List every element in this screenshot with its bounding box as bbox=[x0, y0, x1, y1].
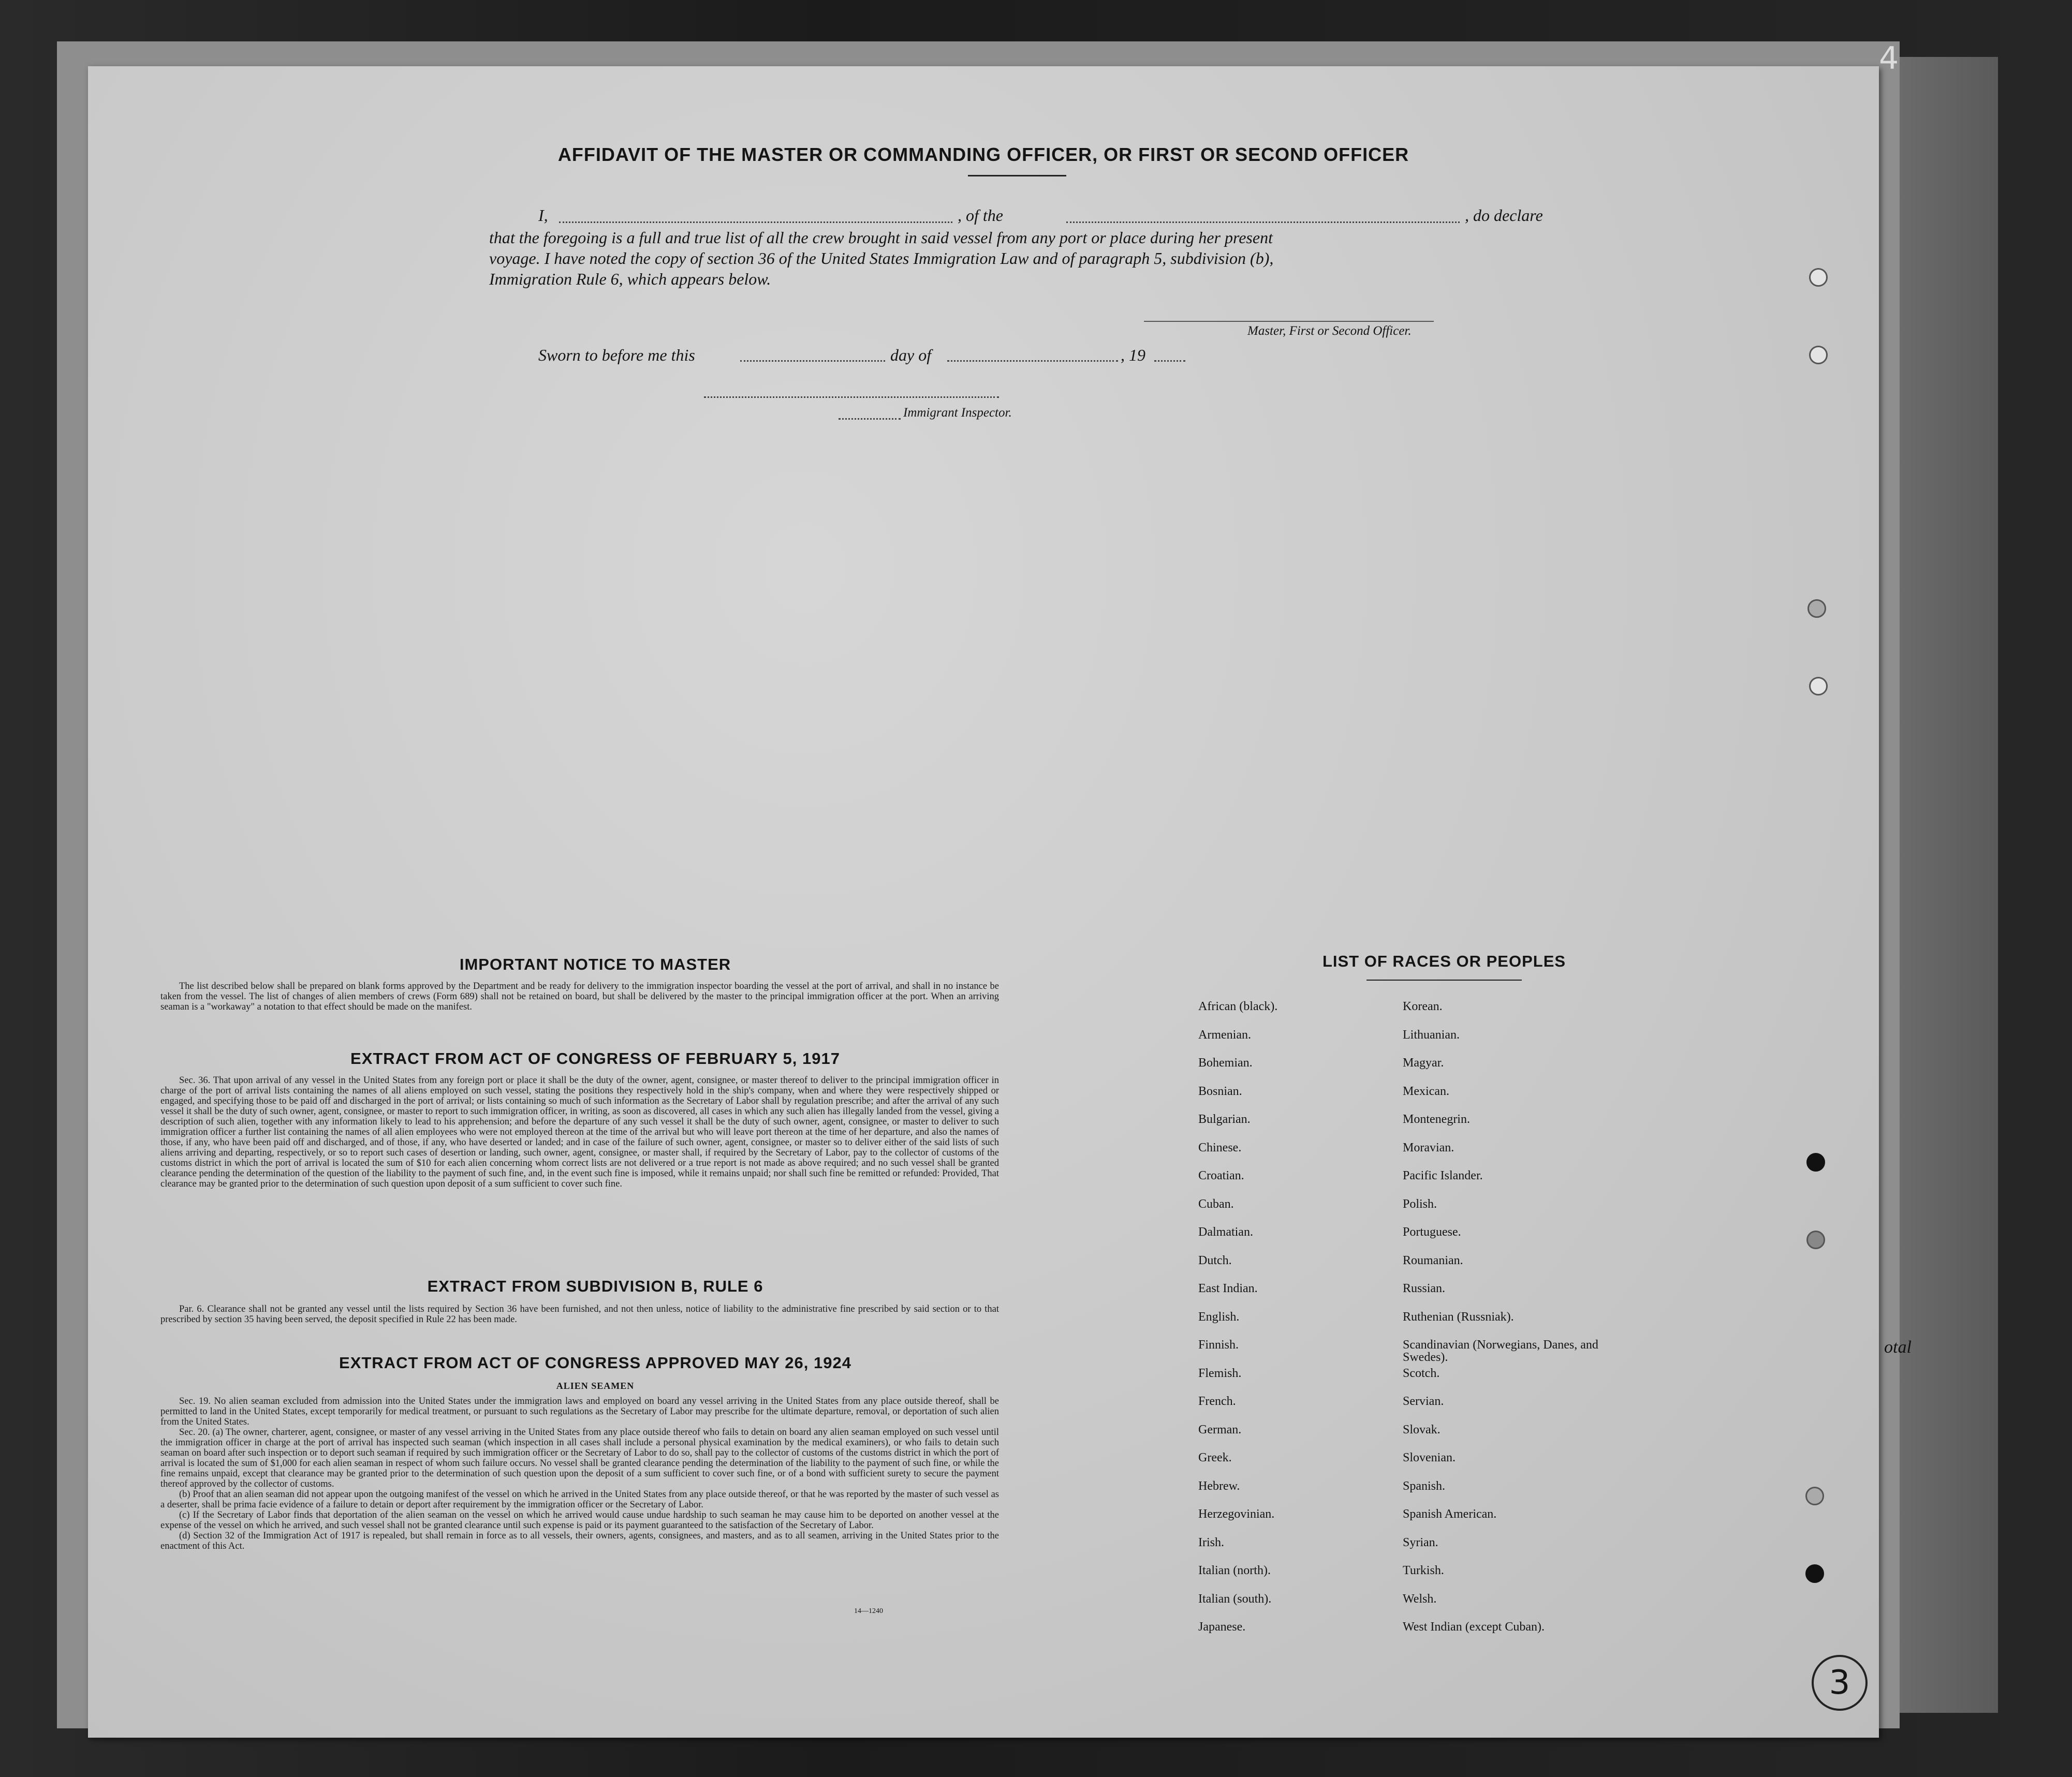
month-blank bbox=[947, 360, 1118, 362]
inspector-label: Immigrant Inspector. bbox=[903, 406, 1012, 420]
sec-20c-text: (c) If the Secretary of Labor finds that deportation of the alien seaman on the vessel on which he arrived would cause undue hardship to such seaman he may cause him to be deported on another vessel at the expense of the vessel on which he arrived, and such vessel shall not be granted clearance until such expense is paid or its payment guaranteed to the satisfaction of the Secretary of Labor. bbox=[160, 1510, 999, 1531]
sworn-prefix: Sworn to before me this bbox=[538, 346, 695, 364]
race-item: Scandinavian (Norwegians, Danes, and Swedes). bbox=[1403, 1338, 1598, 1364]
extract-1917-body bbox=[160, 1075, 999, 1189]
circled-page-number: 3 bbox=[1812, 1655, 1868, 1711]
corner-page-number: 4 bbox=[1879, 40, 1899, 77]
punch-hole bbox=[1809, 268, 1828, 287]
race-item: Korean. bbox=[1403, 1000, 1443, 1013]
section-36-text: Sec. 36. That upon arrival of any vessel in the United States from any foreign port or place it shall be the duty of the owner, agent, consignee, or master thereof to deliver to the principal immigration officer in charge of the port of arrival lists containing the names of all aliens employed on such vessel, stating the positions they respectively hold in the ship's company, when and where they were respectively shipped or engaged, and specifying those to be paid off and discharged in the port of arrival; or lists containing so much of such information as the Secretary of Labor shall by regulation prescribe; and after the arrival of any such vessel it shall be the duty of such owner, agent, consignee, or master to report to such immigration officer, in writing, as soon as discovered, all cases in which any such alien has illegally landed from the vessel, giving a description of such alien, together with any information likely to lead to his apprehension; and before the departure of any such vessel it shall be the duty of such owner, agent, consignee, or master to deliver to such immigration officer a further list containing the names of all alien employees who were not employed thereon at the time of the arrival but who will leave port thereon at the time of her departure, and also the names of those, if any, who have been paid off and discharged, and of those, if any, who have deserted or landed; and in case of the failure of such owner, agent, consignee, or master so to deliver either of the said lists of such aliens arriving and departing, respectively, or so to report such cases of desertion or landing, such owner, agent, consignee, or master shall, if required by the Secretary of Labor, pay to the collector of customs of the customs district in which the port of arrival is located the sum of $10 for each alien concerning whom correct lists are not delivered or a true report is not made as above required; and no such vessel shall be granted clearance pending the determination of the question of the liability to the payment of such fine, and, in the event such fine is imposed, while it remains unpaid; nor shall such fine be remitted or refunded: Provided, That clearance may be granted prior to the determination of such question upon deposit of a sum sufficient to cover such fine. bbox=[160, 1075, 999, 1189]
race-item: Polish. bbox=[1403, 1197, 1437, 1211]
race-item: Russian. bbox=[1403, 1282, 1446, 1295]
vessel-blank bbox=[1066, 221, 1460, 223]
extract-1924-title: EXTRACT FROM ACT OF CONGRESS APPROVED MAY 26, 1924 bbox=[339, 1354, 851, 1372]
race-item: Italian (north). bbox=[1198, 1564, 1271, 1577]
race-item: Mexican. bbox=[1403, 1084, 1449, 1098]
sworn-day-of: day of bbox=[890, 346, 932, 364]
race-item: Flemish. bbox=[1198, 1366, 1242, 1380]
year-blank bbox=[1154, 360, 1185, 362]
manifest-page bbox=[88, 66, 1879, 1738]
master-signature-line bbox=[1144, 321, 1434, 322]
affidavit-i: I, bbox=[538, 206, 548, 225]
alien-seamen-subtitle: ALIEN SEAMEN bbox=[556, 1381, 635, 1391]
race-item: French. bbox=[1198, 1395, 1236, 1408]
race-item: German. bbox=[1198, 1423, 1242, 1437]
extract-1917-title: EXTRACT FROM ACT OF CONGRESS OF FEBRUARY 5, 1917 bbox=[350, 1049, 840, 1068]
punch-hole bbox=[1808, 599, 1826, 618]
race-item: Slovak. bbox=[1403, 1423, 1441, 1437]
title-underline bbox=[968, 175, 1066, 176]
name-blank bbox=[559, 221, 952, 223]
affidavit-line-3: voyage. I have noted the copy of section 36 of the United States Immigration Law and of paragraph 5, subdivision (b), bbox=[489, 249, 1274, 268]
race-item: Dalmatian. bbox=[1198, 1225, 1253, 1239]
punch-hole bbox=[1805, 1487, 1824, 1505]
race-item: Roumanian. bbox=[1403, 1253, 1463, 1267]
race-item: Bohemian. bbox=[1198, 1056, 1253, 1070]
race-item: Finnish. bbox=[1198, 1338, 1239, 1352]
race-item: Japanese. bbox=[1198, 1620, 1246, 1634]
race-item: Pacific Islander. bbox=[1403, 1169, 1483, 1182]
race-item: Syrian. bbox=[1403, 1535, 1438, 1549]
extract-rule6-body bbox=[160, 1304, 999, 1325]
race-item: Ruthenian (Russniak). bbox=[1403, 1310, 1514, 1324]
race-item: Lithuanian. bbox=[1403, 1028, 1460, 1042]
race-item: Cuban. bbox=[1198, 1197, 1234, 1211]
punch-hole bbox=[1806, 1231, 1825, 1249]
form-number: 14—1240 bbox=[854, 1607, 883, 1615]
race-item: Moravian. bbox=[1403, 1141, 1454, 1154]
notice-title: IMPORTANT NOTICE TO MASTER bbox=[459, 955, 731, 973]
sec-20b-text: (b) Proof that an alien seaman did not appear upon the outgoing manifest of the vessel on which he arrived in the United States from any place outside thereof, or that he was reported by the master of such vessel as a deserter, shall be prima facie evidence of a failure to detain or deport after requirement by the immigration officer or the Secretary of Labor. bbox=[160, 1489, 999, 1510]
notice-body bbox=[160, 981, 999, 1012]
sec-20a-text: Sec. 20. (a) The owner, charterer, agent, consignee, or master of any vessel arriving in the United States from any place outside thereof who fails to detain on board any alien seaman employed on such vessel until the immigration officer in charge at the port of arrival has inspected such seaman (which inspection in all cases shall include a personal physical examination by the medical examiners), or who fails to detain such seaman on board after such inspection or to deport such seaman if required by such immigration officer or the Secretary of Labor to do so, shall pay to the collector of customs of the customs district in which the port of arrival is located the sum of $1,000 for each alien seaman in respect of whom such failure occurs. No vessel shall be granted clearance pending the determination of the liability to the payment of such fine, or while the fine remains unpaid, except that clearance may be granted prior to the determination of such question upon the deposit of a sum sufficient to cover such fine, or of a bond with sufficient surety to secure the payment thereof approved by the collector of customs. bbox=[160, 1427, 999, 1489]
day-blank bbox=[740, 360, 885, 362]
race-item: Greek. bbox=[1198, 1451, 1232, 1464]
inspector-lead-dots bbox=[839, 418, 901, 420]
punch-hole bbox=[1809, 346, 1828, 364]
sworn-year: , 19 bbox=[1121, 346, 1145, 364]
race-item: Scotch. bbox=[1403, 1366, 1440, 1380]
affidavit-line-1 bbox=[538, 206, 548, 225]
affidavit-of-the: , of the bbox=[958, 206, 1003, 225]
rule-6-text: Par. 6. Clearance shall not be granted any vessel until the lists required by Section 36 have been furnished, and not then unless, notice of liability to the administrative fine prescribed by said section or to that prescribed by section 35 having been served, the deposit specified in Rule 22 has been made. bbox=[160, 1304, 999, 1325]
affidavit-line-2: that the foregoing is a full and true list of all the crew brought in said vessel from any port or place during her present bbox=[489, 228, 1273, 247]
race-item: Spanish American. bbox=[1403, 1507, 1497, 1521]
punch-hole bbox=[1806, 1153, 1825, 1172]
race-item: West Indian (except Cuban). bbox=[1403, 1620, 1545, 1634]
punch-hole bbox=[1809, 677, 1828, 695]
race-item: Croatian. bbox=[1198, 1169, 1244, 1182]
race-item: Slovenian. bbox=[1403, 1451, 1456, 1464]
race-item: Dutch. bbox=[1198, 1253, 1232, 1267]
sec-20d-text: (d) Section 32 of the Immigration Act of 1917 is repealed, but shall remain in force as to all vessels, their owners, agents, consignees, and masters, and as to all seamen, arriving in the United States prior to the enactment of this Act. bbox=[160, 1531, 999, 1551]
race-item: English. bbox=[1198, 1310, 1240, 1324]
races-title-underline bbox=[1366, 980, 1522, 981]
race-item: Armenian. bbox=[1198, 1028, 1251, 1042]
race-item: Irish. bbox=[1198, 1535, 1224, 1549]
extract-1924-body bbox=[160, 1396, 999, 1551]
race-item: Portuguese. bbox=[1403, 1225, 1461, 1239]
race-item: Welsh. bbox=[1403, 1592, 1437, 1606]
race-item: Bosnian. bbox=[1198, 1084, 1242, 1098]
race-item: Magyar. bbox=[1403, 1056, 1444, 1070]
race-item: African (black). bbox=[1198, 1000, 1278, 1013]
extract-rule6-title: EXTRACT FROM SUBDIVISION B, RULE 6 bbox=[427, 1277, 763, 1295]
affidavit-title: AFFIDAVIT OF THE MASTER OR COMMANDING OFFICER, OR FIRST OR SECOND OFFICER bbox=[557, 144, 1409, 165]
race-item: Bulgarian. bbox=[1198, 1113, 1251, 1126]
affidavit-line-4: Immigration Rule 6, which appears below. bbox=[489, 270, 771, 288]
sec-19-text: Sec. 19. No alien seaman excluded from admission into the United States under the immigration laws and employed on board any vessel arriving in the United States from any place outside thereof, shall be permitted to land in the United States, except temporarily for medical treatment, or pursuant to such regulations as the Secretary of Labor may prescribe for the ultimate departure, removal, or deportation of such alien from the United States. bbox=[160, 1396, 999, 1427]
race-item: Turkish. bbox=[1403, 1564, 1444, 1577]
race-item: Servian. bbox=[1403, 1395, 1444, 1408]
race-item: Italian (south). bbox=[1198, 1592, 1272, 1606]
race-item: East Indian. bbox=[1198, 1282, 1258, 1295]
race-item: Spanish. bbox=[1403, 1479, 1446, 1493]
inspector-signature-line bbox=[704, 396, 999, 398]
race-item: Chinese. bbox=[1198, 1141, 1242, 1154]
notice-text: The list described below shall be prepared on blank forms approved by the Department and be ready for delivery to the immigration inspector boarding the vessel at the port of arrival, and shall in no instance be taken from the vessel. The list of changes of alien members of crews (Form 689) shall not be retained on board, but shall be delivered by the master to the principal immigration officer at the port. When an arriving seaman is a "workaway" a notation to that effect should be made on the manifest. bbox=[160, 981, 999, 1012]
affidavit-do-declare: , do declare bbox=[1465, 206, 1543, 225]
race-item: Montenegrin. bbox=[1403, 1113, 1470, 1126]
margin-total-note: otal bbox=[1884, 1338, 1912, 1357]
punch-hole bbox=[1805, 1564, 1824, 1583]
races-title: LIST OF RACES OR PEOPLES bbox=[1322, 952, 1566, 970]
race-item: Hebrew. bbox=[1198, 1479, 1240, 1493]
master-signature-label: Master, First or Second Officer. bbox=[1247, 324, 1412, 338]
race-item: Herzegovinian. bbox=[1198, 1507, 1275, 1521]
